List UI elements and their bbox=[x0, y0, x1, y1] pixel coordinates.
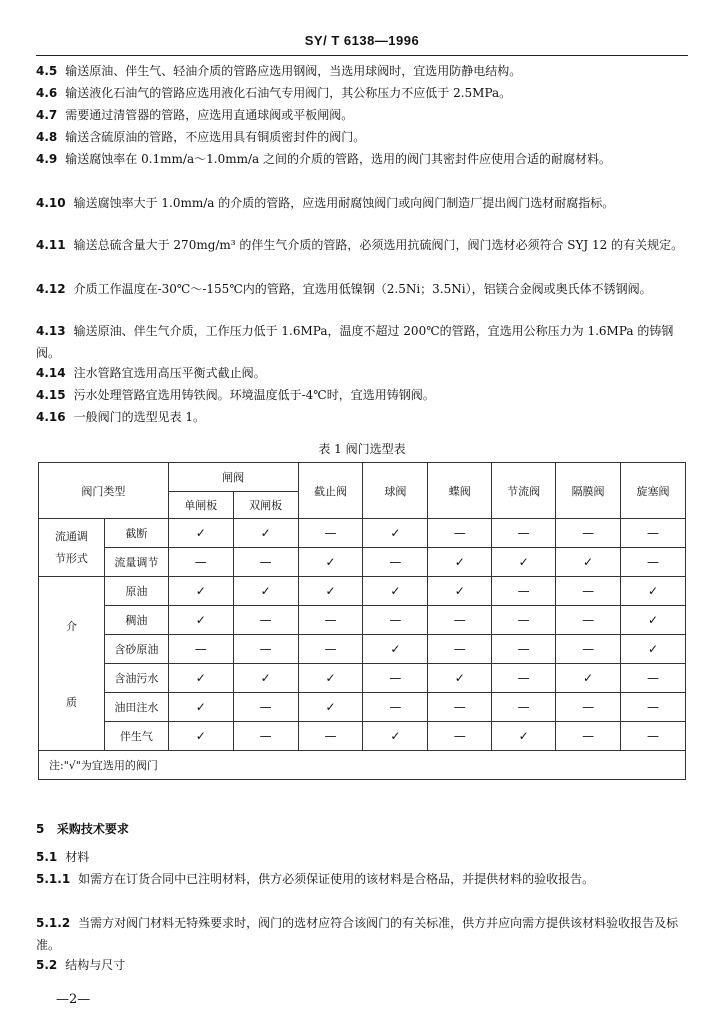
check-mark-cell: ✓ bbox=[168, 664, 233, 693]
check-mark-cell: ✓ bbox=[492, 548, 556, 577]
dash-cell: — bbox=[556, 606, 621, 635]
table-note: 注:"√"为宜选用的阀门 bbox=[39, 751, 686, 780]
check-mark-cell: ✓ bbox=[298, 693, 363, 722]
check-mark-cell: ✓ bbox=[298, 577, 363, 606]
item-5-1-2: 5.1.2 当需方对阀门材料无特殊要求时，阀门的选材应符合该阀门的有关标准，供方并应向需方提供该材料验收报告及标准。 bbox=[36, 916, 679, 952]
dash-cell: — bbox=[298, 722, 363, 751]
check-mark-cell: ✓ bbox=[363, 635, 428, 664]
group-medium-label: 介 质 bbox=[39, 577, 105, 751]
header-ball-valve: 球阀 bbox=[363, 463, 428, 519]
item-4-12: 4.12 介质工作温度在-30℃～-155℃内的管路，宜选用低镍钢（2.5Ni；3.5Ni），铝镁合金阀或奥氏体不锈钢阀。 bbox=[36, 282, 652, 296]
dash-cell: — bbox=[621, 664, 686, 693]
row-label: 稠油 bbox=[104, 606, 168, 635]
dash-cell: — bbox=[363, 548, 428, 577]
table-row bbox=[39, 519, 686, 548]
check-mark-cell: ✓ bbox=[298, 548, 363, 577]
header-throttle-valve: 节流阀 bbox=[492, 463, 556, 519]
dash-cell: — bbox=[621, 548, 686, 577]
dash-cell: — bbox=[233, 693, 298, 722]
dash-cell: — bbox=[428, 722, 492, 751]
dash-cell: — bbox=[233, 722, 298, 751]
header-plug-valve: 旋塞阀 bbox=[621, 463, 686, 519]
dash-cell: — bbox=[492, 606, 556, 635]
row-label: 伴生气 bbox=[104, 722, 168, 751]
dash-cell: — bbox=[363, 606, 428, 635]
check-mark-cell: ✓ bbox=[621, 635, 686, 664]
row-label: 流量调节 bbox=[104, 548, 168, 577]
group-flow-control-label: 流通调 节形式 bbox=[39, 519, 105, 577]
dash-cell: — bbox=[492, 519, 556, 548]
check-mark-cell: ✓ bbox=[363, 577, 428, 606]
header-globe-valve: 截止阀 bbox=[298, 463, 363, 519]
item-4-8: 4.8 输送含硫原油的管路，不应选用具有铜质密封件的阀门。 bbox=[36, 130, 366, 144]
check-mark-cell: ✓ bbox=[621, 606, 686, 635]
check-mark-cell: ✓ bbox=[233, 577, 298, 606]
table-row bbox=[39, 606, 686, 635]
valve-selection-table bbox=[38, 462, 686, 780]
dash-cell: — bbox=[363, 664, 428, 693]
dash-cell: — bbox=[621, 693, 686, 722]
item-4-15: 4.15 污水处理管路宜选用铸铁阀。环境温度低于-4℃时，宜选用铸钢阀。 bbox=[36, 388, 435, 402]
row-label: 含砂原油 bbox=[104, 635, 168, 664]
dash-cell: — bbox=[556, 577, 621, 606]
section-5-2-heading: 5.2 结构与尺寸 bbox=[36, 958, 126, 972]
dash-cell: — bbox=[556, 693, 621, 722]
item-4-9: 4.9 输送腐蚀率在 0.1mm/a～1.0mm/a 之间的介质的管路，选用的阀门其密封件应使用合适的耐腐材料。 bbox=[36, 152, 611, 166]
item-4-7: 4.7 需要通过清管器的管路，应选用直通球阀或平板闸阀。 bbox=[36, 108, 354, 122]
section-5-1-heading: 5.1 材料 bbox=[36, 850, 90, 864]
check-mark-cell: ✓ bbox=[168, 577, 233, 606]
item-4-10: 4.10 输送腐蚀率大于 1.0mm/a 的介质的管路，应选用耐腐蚀阀门或向阀门制造厂提出阀门选材耐腐指标。 bbox=[36, 196, 615, 210]
dash-cell: — bbox=[298, 606, 363, 635]
dash-cell: — bbox=[298, 519, 363, 548]
dash-cell: — bbox=[556, 635, 621, 664]
row-label: 油田注水 bbox=[104, 693, 168, 722]
check-mark-cell: ✓ bbox=[428, 664, 492, 693]
dash-cell: — bbox=[556, 722, 621, 751]
check-mark-cell: ✓ bbox=[168, 693, 233, 722]
section-5-heading: 5 采购技术要求 bbox=[36, 822, 129, 836]
table-caption: 表 1 阀门选型表 bbox=[318, 442, 406, 456]
check-mark-cell: ✓ bbox=[556, 548, 621, 577]
check-mark-cell: ✓ bbox=[168, 722, 233, 751]
item-4-5: 4.5 输送原油、伴生气、轻油介质的管路应选用钢阀，当选用球阀时，宜选用防静电结构。 bbox=[36, 64, 522, 78]
header-rule bbox=[36, 55, 688, 56]
row-label: 截断 bbox=[104, 519, 168, 548]
dash-cell: — bbox=[621, 519, 686, 548]
check-mark-cell: ✓ bbox=[233, 519, 298, 548]
table-row bbox=[39, 664, 686, 693]
row-label: 含油污水 bbox=[104, 664, 168, 693]
check-mark-cell: ✓ bbox=[621, 577, 686, 606]
check-mark-cell: ✓ bbox=[428, 548, 492, 577]
dash-cell: — bbox=[621, 722, 686, 751]
dash-cell: — bbox=[233, 548, 298, 577]
row-label: 原油 bbox=[104, 577, 168, 606]
dash-cell: — bbox=[233, 635, 298, 664]
item-4-14: 4.14 注水管路宜选用高压平衡式截止阀。 bbox=[36, 366, 266, 380]
check-mark-cell: ✓ bbox=[298, 664, 363, 693]
item-4-6: 4.6 输送液化石油气的管路应选用液化石油气专用阀门，其公称压力不应低于 2.5MPa。 bbox=[36, 86, 512, 100]
check-mark-cell: ✓ bbox=[168, 519, 233, 548]
check-mark-cell: ✓ bbox=[363, 722, 428, 751]
dash-cell: — bbox=[492, 577, 556, 606]
dash-cell: — bbox=[492, 664, 556, 693]
table-row bbox=[39, 635, 686, 664]
page-number: —2— bbox=[56, 992, 91, 1007]
dash-cell: — bbox=[428, 606, 492, 635]
dash-cell: — bbox=[492, 693, 556, 722]
dash-cell: — bbox=[233, 606, 298, 635]
header-single-gate: 单闸板 bbox=[168, 492, 233, 519]
table-row bbox=[39, 577, 686, 606]
item-5-1-1: 5.1.1 如需方在订货合同中已注明材料，供方必须保证使用的该材料是合格品，并提供材料的验收报告。 bbox=[36, 872, 595, 886]
dash-cell: — bbox=[363, 693, 428, 722]
item-4-13: 4.13 输送原油、伴生气介质，工作压力低于 1.6MPa，温度不超过 200℃的管路，宜选用公称压力为 1.6MPa 的铸钢阀。 bbox=[36, 324, 674, 360]
check-mark-cell: ✓ bbox=[428, 577, 492, 606]
dash-cell: — bbox=[298, 635, 363, 664]
check-mark-cell: ✓ bbox=[233, 664, 298, 693]
dash-cell: — bbox=[492, 635, 556, 664]
check-mark-cell: ✓ bbox=[168, 606, 233, 635]
check-mark-cell: ✓ bbox=[556, 664, 621, 693]
header-diaphragm-valve: 隔膜阀 bbox=[556, 463, 621, 519]
table-body bbox=[39, 519, 686, 751]
check-mark-cell: ✓ bbox=[363, 519, 428, 548]
header-double-gate: 双闸板 bbox=[233, 492, 298, 519]
item-4-11: 4.11 输送总硫含量大于 270mg/m³ 的伴生气介质的管路，必须选用抗硫阀门，阀门选材必须符合 SYJ 12 的有关规定。 bbox=[36, 238, 684, 252]
dash-cell: — bbox=[556, 519, 621, 548]
dash-cell: — bbox=[168, 548, 233, 577]
check-mark-cell: ✓ bbox=[492, 722, 556, 751]
dash-cell: — bbox=[428, 693, 492, 722]
header-gate-valve: 闸阀 bbox=[168, 463, 298, 492]
item-4-16: 4.16 一般阀门的选型见表 1。 bbox=[36, 410, 206, 424]
dash-cell: — bbox=[168, 635, 233, 664]
table-row bbox=[39, 548, 686, 577]
table-row bbox=[39, 693, 686, 722]
header-butterfly-valve: 蝶阀 bbox=[428, 463, 492, 519]
dash-cell: — bbox=[428, 635, 492, 664]
dash-cell: — bbox=[428, 519, 492, 548]
header-valve-type: 阀门类型 bbox=[39, 463, 169, 519]
table-row bbox=[39, 722, 686, 751]
page-header: SY/ T 6138—1996 bbox=[304, 33, 420, 48]
